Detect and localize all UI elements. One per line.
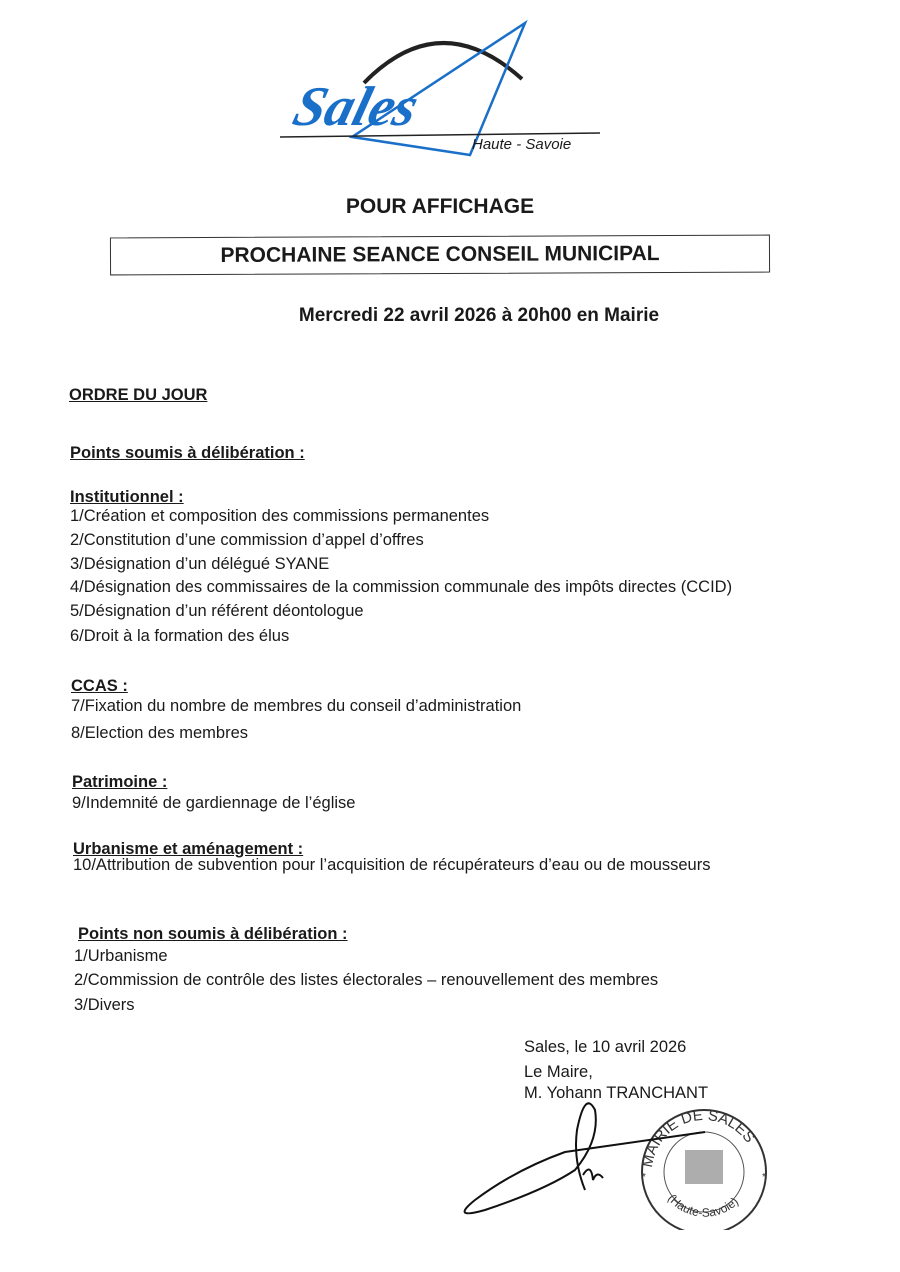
- svg-text:*: *: [762, 1172, 766, 1183]
- agenda-item: 7/Fixation du nombre de membres du conseil d’administration: [71, 697, 522, 715]
- logo-subtitle: Haute - Savoie: [472, 136, 572, 153]
- signature-drawing: [455, 1100, 715, 1225]
- svg-text:(Haute-Savoie): (Haute-Savoie): [665, 1191, 742, 1220]
- agenda-item: 6/Droit à la formation des élus: [70, 627, 290, 645]
- agenda-item: 1/Création et composition des commissions permanentes: [70, 507, 490, 525]
- agenda-title: ORDRE DU JOUR: [69, 386, 208, 404]
- meeting-date: Mercredi 22 avril 2026 à 20h00 en Mairie: [298, 305, 660, 326]
- agenda-item: 2/Commission de contrôle des listes électorales – renouvellement des membres: [74, 971, 659, 989]
- agenda-item: 2/Constitution d’une commission d’appel d’offres: [70, 531, 424, 549]
- section-heading: Institutionnel :: [70, 488, 184, 506]
- boxed-title: [110, 235, 770, 276]
- svg-text:MAIRIE DE SALES: MAIRIE DE SALES: [639, 1106, 759, 1169]
- signature-name: M. Yohann TRANCHANT: [524, 1084, 709, 1102]
- agenda-item: 4/Désignation des commissaires de la commission communale des impôts directes (CCID): [70, 578, 733, 596]
- agenda-item: 5/Désignation d’un référent déontologue: [70, 602, 364, 620]
- agenda-item: 1/Urbanisme: [74, 947, 168, 965]
- deliberation-heading: Points soumis à délibération :: [70, 444, 305, 462]
- section-heading: Patrimoine :: [72, 773, 168, 791]
- agenda-item: 9/Indemnité de gardiennage de l’église: [72, 794, 356, 812]
- agenda-item: 10/Attribution de subvention pour l’acquisition de récupérateurs d’eau ou de mousseurs: [73, 856, 711, 874]
- agenda-item: 3/Désignation d’un délégué SYANE: [70, 555, 330, 573]
- section-heading: Urbanisme et aménagement :: [73, 840, 304, 858]
- section-heading: CCAS :: [71, 677, 128, 695]
- notice-title: POUR AFFICHAGE: [345, 195, 535, 218]
- signature-place-date: Sales, le 10 avril 2026: [524, 1038, 687, 1056]
- agenda-item: 8/Election des membres: [71, 724, 248, 742]
- non-deliberation-heading: Points non soumis à délibération :: [78, 925, 348, 943]
- signature-role: Le Maire,: [524, 1063, 593, 1081]
- svg-text:Sales: Sales: [287, 75, 426, 138]
- agenda-item: 3/Divers: [74, 996, 135, 1014]
- boxed-title-text: PROCHAINE SEANCE CONSEIL MUNICIPAL: [220, 242, 660, 267]
- svg-text:*: *: [642, 1172, 646, 1183]
